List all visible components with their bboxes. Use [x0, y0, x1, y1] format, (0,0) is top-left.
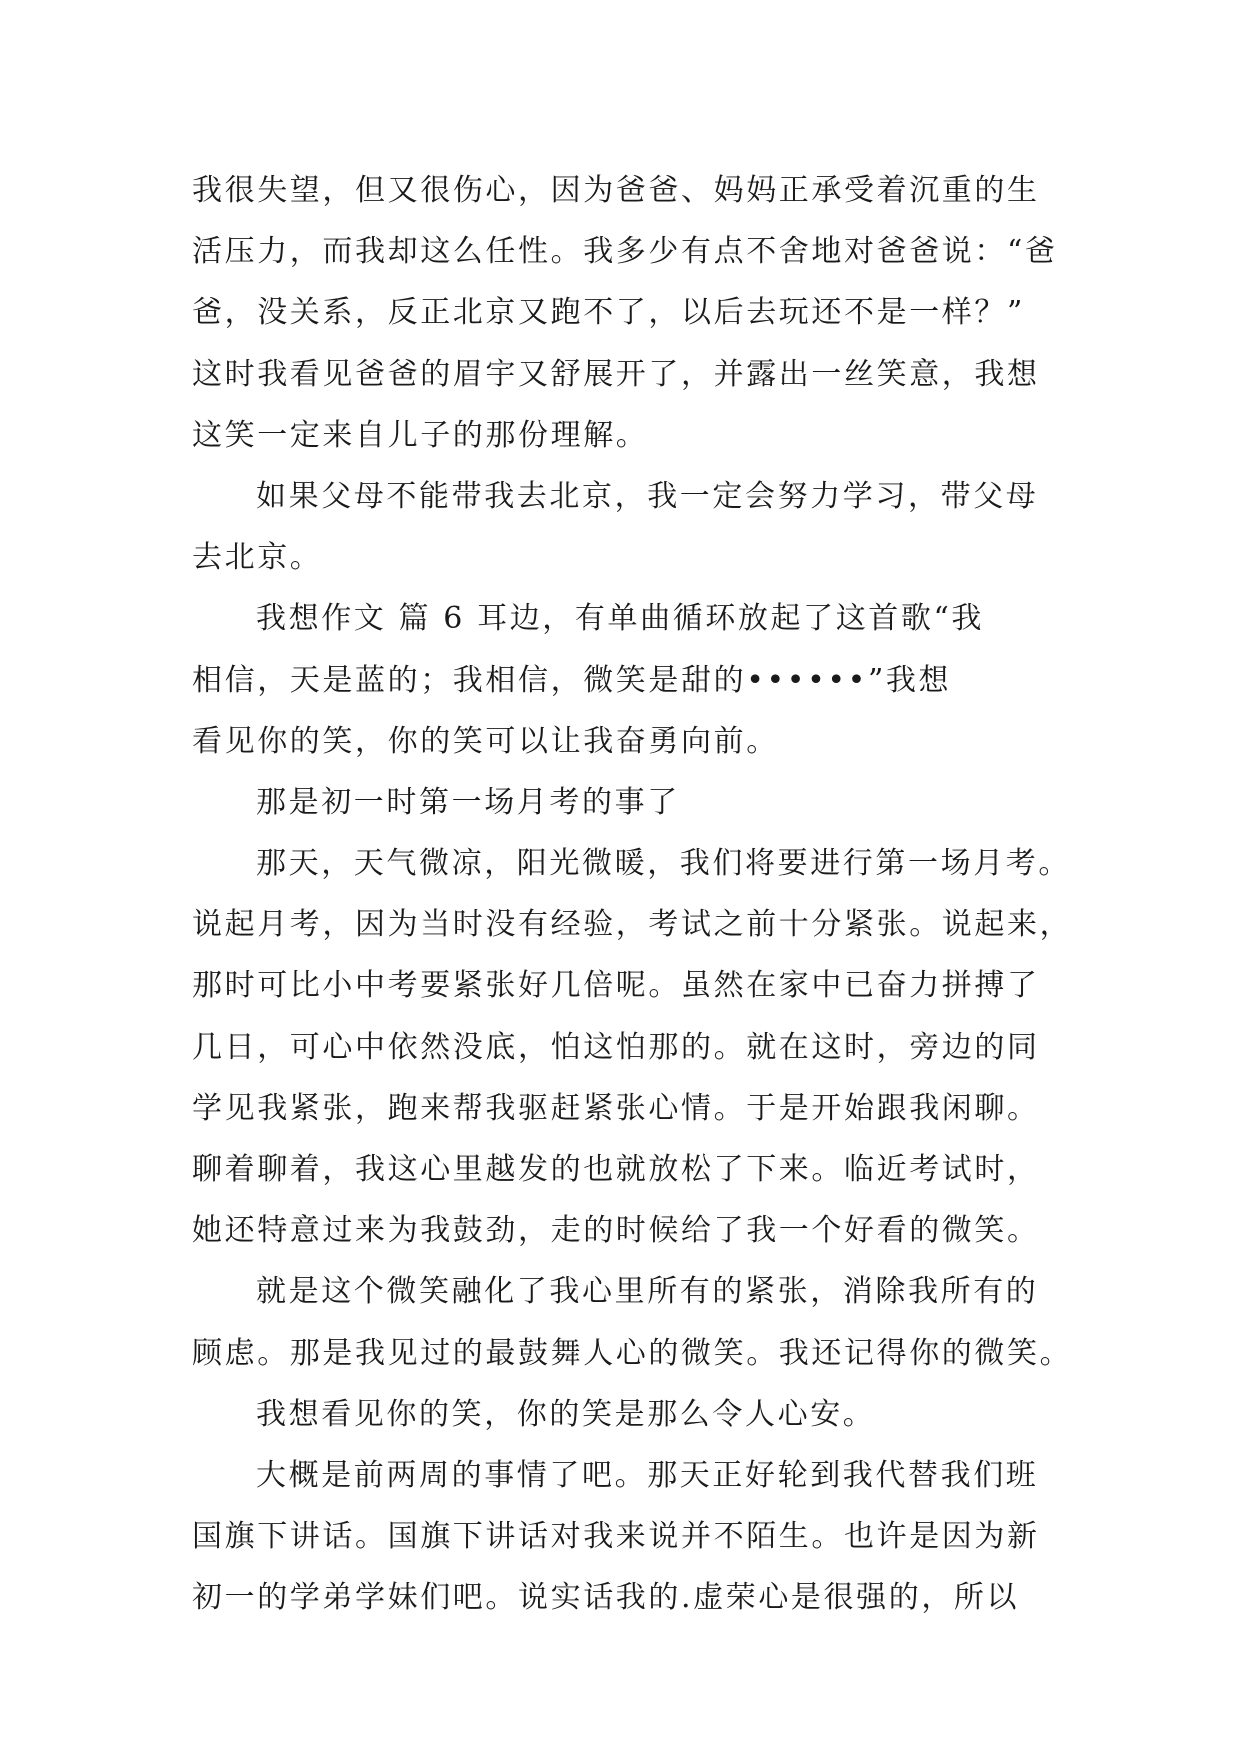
text-line: 就是这个微笑融化了我心里所有的紧张，消除我所有的	[256, 1274, 1039, 1310]
text-line: 那时可比小中考要紧张好几倍呢。虽然在家中已奋力拼搏了	[192, 968, 1040, 1004]
text-line: 去北京。	[192, 540, 323, 576]
text-line: 学见我紧张，跑来帮我驱赶紧张心情。于是开始跟我闲聊。	[192, 1090, 1040, 1126]
text-line: 看见你的笑，你的笑可以让我奋勇向前。	[192, 723, 779, 759]
text-line: 国旗下讲话。国旗下讲话对我来说并不陌生。也许是因为新	[192, 1519, 1040, 1555]
text-line: 聊着聊着，我这心里越发的也就放松了下来。临近考试时，	[192, 1152, 1040, 1187]
text-line: 活压力，而我却这么任性。我多少有点不舍地对爸爸说：“爸	[192, 234, 1058, 270]
text-line: 初一的学弟学妹们吧。说实话我的.虚荣心是很强的，所以	[192, 1580, 1020, 1616]
text-line: 我想作文 篇 6 耳边，有单曲循环放起了这首歌“我	[256, 601, 985, 637]
text-line: 爸，没关系，反正北京又跑不了，以后去玩还不是一样？”	[192, 295, 1025, 331]
text-line: 顾虑。那是我见过的最鼓舞人心的微笑。我还记得你的微笑。	[192, 1335, 1073, 1371]
text-line: 那是初一时第一场月考的事了	[256, 784, 680, 820]
text-line: 我想看见你的笑，你的笑是那么令人心安。	[256, 1396, 876, 1432]
text-line: 这笑一定来自儿子的那份理解。	[192, 417, 649, 453]
text-line: 如果父母不能带我去北京，我一定会努力学习，带父母	[256, 478, 1039, 514]
essay-text-body	[192, 160, 1072, 1629]
text-line: 大概是前两周的事情了吧。那天正好轮到我代替我们班	[256, 1457, 1039, 1493]
text-line: 她还特意过来为我鼓劲，走的时候给了我一个好看的微笑。	[192, 1213, 1040, 1249]
text-line: 这时我看见爸爸的眉宇又舒展开了，并露出一丝笑意，我想	[192, 356, 1040, 392]
text-line: 说起月考，因为当时没有经验，考试之前十分紧张。说起来，	[192, 907, 1073, 943]
text-line: 相信，天是蓝的；我相信，微笑是甜的••••••”我想	[192, 662, 952, 698]
text-line: 几日，可心中依然没底，怕这怕那的。就在这时，旁边的同	[192, 1029, 1040, 1065]
text-line: 我很失望，但又很伤心，因为爸爸、妈妈正承受着沉重的生	[192, 173, 1040, 208]
text-line: 那天，天气微凉，阳光微暖，我们将要进行第一场月考。	[256, 846, 1071, 882]
